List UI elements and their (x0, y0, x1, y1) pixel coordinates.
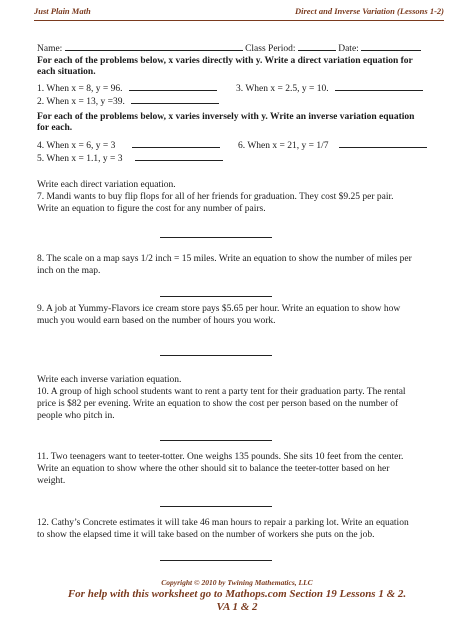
name-label: Name: (37, 44, 63, 54)
q11-line-1: 11. Two teenagers want to teeter-totter. One weighs 135 pounds. She sits 10 feet from the center. (37, 452, 404, 462)
q9-answer-line[interactable] (160, 355, 272, 356)
problem-2: 2. When x = 13, y =39. (37, 95, 219, 108)
problem-4: 4. When x = 6, y = 3 (37, 139, 220, 152)
problem-1: 1. When x = 8, y = 96. (37, 82, 217, 95)
direct-instruction-2: each situation. (37, 67, 96, 77)
header-left: Just Plain Math (34, 6, 91, 16)
help-footer-line-2: VA 1 & 2 (216, 601, 258, 613)
direct-words-heading: Write each direct variation equation. (37, 180, 176, 190)
answer-blank-4[interactable] (132, 139, 220, 148)
q7-line-2: Write an equation to figure the cost for any number of pairs. (37, 204, 266, 214)
inverse-instruction-2: for each. (37, 123, 73, 133)
answer-blank-3[interactable] (335, 82, 423, 91)
problem-6: 6. When x = 21, y = 1/7 (238, 139, 427, 152)
q12-line-1: 12. Cathy’s Concrete estimates it will take 46 man hours to repair a parking lot. Write an equation (37, 518, 409, 528)
q9-line-2: much you would earn based on the number of hours you work. (37, 316, 276, 326)
q11-line-3: weight. (37, 476, 66, 486)
q11-answer-line[interactable] (160, 506, 272, 507)
period-label: Class Period: (245, 44, 296, 54)
q10-line-2: price is $82 per evening. Write an equation to show the cost per person based on the number of (37, 399, 399, 409)
q8-line-2: inch on the map. (37, 266, 101, 276)
q8-line-1: 8. The scale on a map says 1/2 inch = 15 miles. Write an equation to show the number of miles per (37, 254, 412, 264)
q12-answer-line[interactable] (160, 560, 272, 561)
q11-line-2: Write an equation to show where the other should sit to balance the teeter-totter based on her (37, 464, 390, 474)
help-footer (0, 588, 474, 614)
inverse-words-heading: Write each inverse variation equation. (37, 375, 182, 385)
problem-3: 3. When x = 2.5, y = 10. (236, 82, 423, 95)
header-right: Direct and Inverse Variation (Lessons 1-2) (295, 6, 444, 16)
answer-blank-2[interactable] (131, 95, 219, 104)
q7-answer-line[interactable] (160, 237, 272, 238)
q7-line-1: 7. Mandi wants to buy flip flops for all of her friends for graduation. They cost $9.25 per pair. (37, 192, 394, 202)
q8-answer-line[interactable] (160, 296, 272, 297)
q10-line-1: 10. A group of high school students want to rent a party tent for their graduation party. The rental (37, 387, 406, 397)
answer-blank-1[interactable] (129, 82, 217, 91)
header-rule (34, 20, 444, 21)
period-blank[interactable] (298, 42, 336, 51)
answer-blank-5[interactable] (135, 152, 223, 161)
q10-line-3: people who pitch in. (37, 411, 115, 421)
q12-line-2: to show the elapsed time it will take based on the number of workers she puts on the job. (37, 530, 375, 540)
name-blank[interactable] (65, 42, 243, 51)
q9-line-1: 9. A job at Yummy-Flavors ice cream store pays $5.65 per hour. Write an equation to show how (37, 304, 401, 314)
date-label: Date: (338, 44, 359, 54)
copyright-footer: Copyright © 2010 by Twining Mathematics, LLC (161, 578, 313, 587)
date-blank[interactable] (361, 42, 421, 51)
problem-5: 5. When x = 1.1, y = 3 (37, 152, 223, 165)
help-footer-line-1: For help with this worksheet go to Mathops.com Section 19 Lessons 1 & 2. (67, 588, 407, 600)
q10-answer-line[interactable] (160, 440, 272, 441)
name-line (37, 42, 421, 55)
inverse-instruction-1: For each of the problems below, x varies inversely with y. Write an inverse variation equation (37, 112, 415, 122)
answer-blank-6[interactable] (339, 139, 427, 148)
direct-instruction-1: For each of the problems below, x varies directly with y. Write a direct variation equation for (37, 56, 413, 66)
